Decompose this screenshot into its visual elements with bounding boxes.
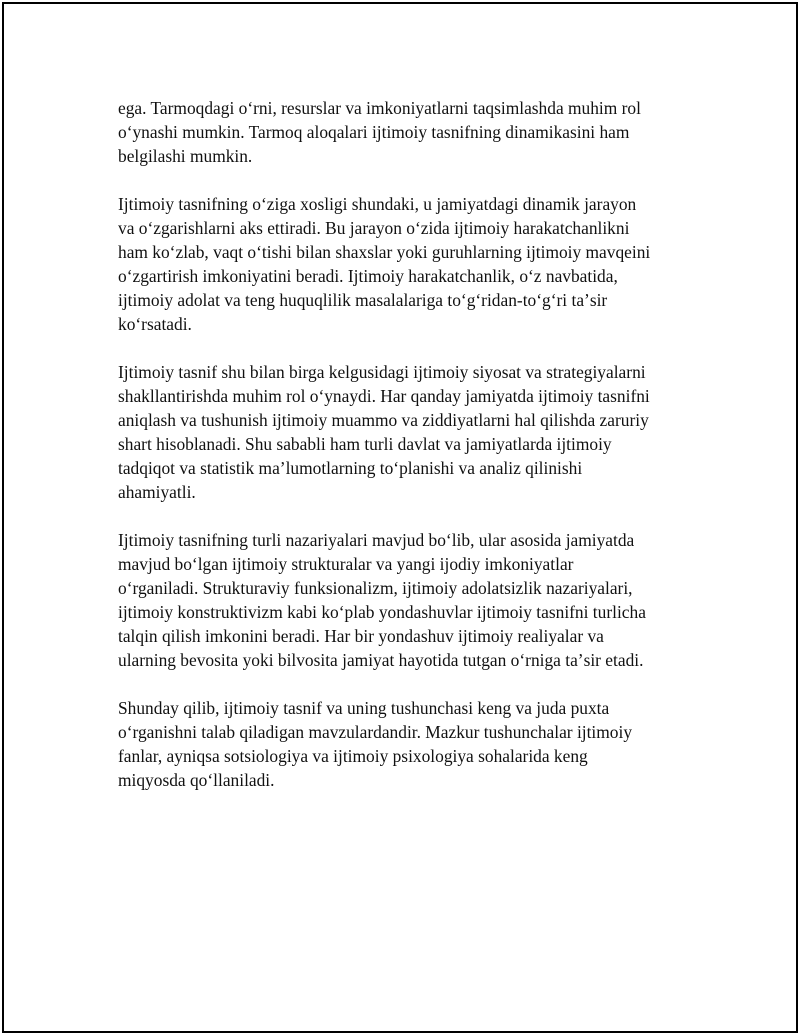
paragraph-4 [118, 528, 698, 672]
text-line: ega. Tarmoqdagi oʻrni, resurslar va imkoniyatlarni taqsimlashda muhim rol [118, 98, 641, 118]
text-line: aniqlash va tushunish ijtimoiy muammo va ziddiyatlarni hal qilishda zaruriy [118, 410, 649, 430]
text-line: ham koʻzlab, vaqt oʻtishi bilan shaxslar yoki guruhlarning ijtimoiy mavqeini [118, 242, 651, 262]
text-line: fanlar, ayniqsa sotsiologiya va ijtimoiy psixologiya sohalarida keng [118, 746, 588, 766]
text-line: oʻrganiladi. Strukturaviy funksionalizm, ijtimoiy adolatsizlik nazariyalari, [118, 578, 633, 598]
text-line: Ijtimoiy tasnif shu bilan birga kelgusidagi ijtimoiy siyosat va strategiyalarni [118, 362, 646, 382]
text-line: ahamiyatli. [118, 482, 196, 502]
text-line: tadqiqot va statistik maʼlumotlarning toʻplanishi va analiz qilinishi [118, 458, 583, 478]
text-line: va oʻzgarishlarni aks ettiradi. Bu jarayon oʻzida ijtimoiy harakatchanlikni [118, 218, 630, 238]
text-line: Ijtimoiy tasnifning oʻziga xosligi shundaki, u jamiyatdagi dinamik jarayon [118, 194, 637, 214]
text-line: oʻynashi mumkin. Tarmoq aloqalari ijtimoiy tasnifning dinamikasini ham [118, 122, 630, 142]
paragraph-1 [118, 96, 698, 168]
text-line: Ijtimoiy tasnifning turli nazariyalari mavjud boʻlib, ular asosida jamiyatda [118, 530, 635, 550]
paragraph-3 [118, 360, 698, 504]
text-line: talqin qilish imkonini beradi. Har bir yondashuv ijtimoiy realiyalar va [118, 626, 604, 646]
text-line: koʻrsatadi. [118, 314, 192, 334]
paragraph-5 [118, 696, 698, 792]
text-line: Shunday qilib, ijtimoiy tasnif va uning tushunchasi keng va juda puxta [118, 698, 610, 718]
text-line: mavjud boʻlgan ijtimoiy strukturalar va yangi ijodiy imkoniyatlar [118, 554, 574, 574]
text-line: oʻrganishni talab qiladigan mavzulardandir. Mazkur tushunchalar ijtimoiy [118, 722, 633, 742]
text-line: belgilashi mumkin. [118, 146, 253, 166]
text-line: ijtimoiy konstruktivizm kabi koʻplab yondashuvlar ijtimoiy tasnifni turlicha [118, 602, 646, 622]
document-page [2, 2, 798, 1033]
text-line: shakllantirishda muhim rol oʻynaydi. Har qanday jamiyatda ijtimoiy tasnifni [118, 386, 650, 406]
document-body [118, 96, 698, 816]
text-line: miqyosda qoʻllaniladi. [118, 770, 275, 790]
text-line: shart hisoblanadi. Shu sababli ham turli davlat va jamiyatlarda ijtimoiy [118, 434, 612, 454]
text-line: ularning bevosita yoki bilvosita jamiyat hayotida tutgan oʻrniga taʼsir etadi. [118, 650, 644, 670]
text-line: ijtimoiy adolat va teng huquqlilik masalalariga toʻgʻridan-toʻgʻri taʼsir [118, 290, 608, 310]
paragraph-2 [118, 192, 698, 336]
text-line: oʻzgartirish imkoniyatini beradi. Ijtimoiy harakatchanlik, oʻz navbatida, [118, 266, 618, 286]
